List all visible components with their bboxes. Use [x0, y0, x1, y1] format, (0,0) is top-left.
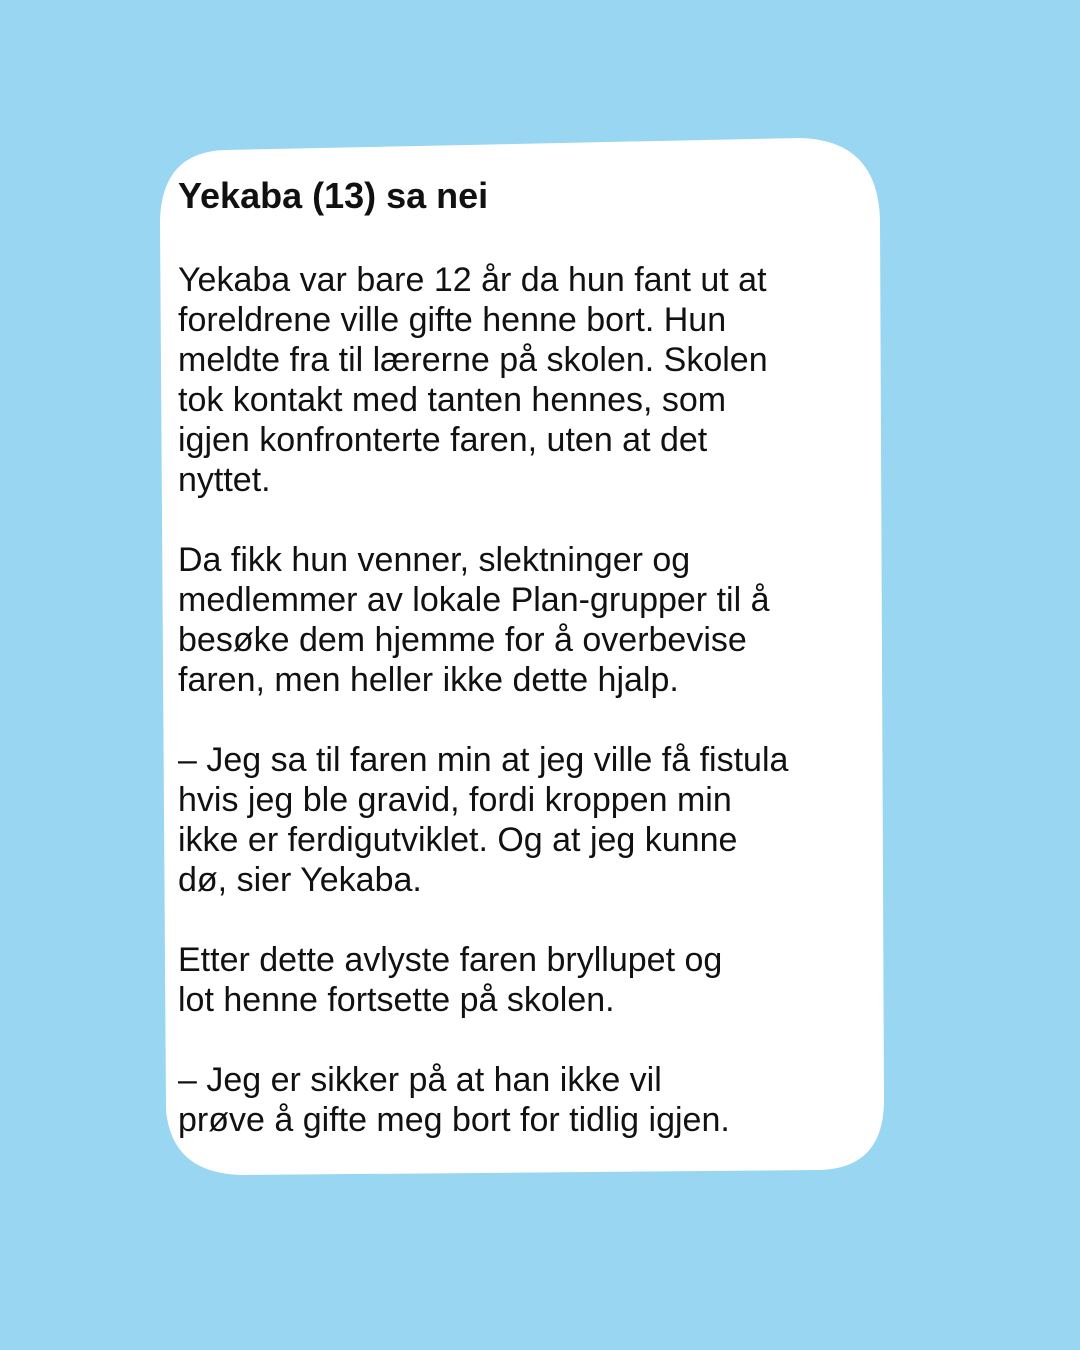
story-title: Yekaba (13) sa nei [178, 175, 489, 216]
story-paragraph-1: Yekaba var bare 12 år da hun fant ut at foreldrene ville gifte henne bort. Hun meldte fra til lærerne på skolen. Skolen tok kontakt med tanten hennes, som igjen konfronterte faren, uten at det nyttet. [178, 261, 768, 499]
story-card [178, 172, 898, 1140]
story-paragraph-5: – Jeg er sikker på at han ikke vil prøve å gifte meg bort for tidlig igjen. [178, 1061, 730, 1139]
story-paragraph-4: Etter dette avlyste faren bryllupet og lot henne fortsette på skolen. [178, 941, 723, 1019]
story-paragraph-3: – Jeg sa til faren min at jeg ville få fistula hvis jeg ble gravid, fordi kroppen min ikke er ferdigutviklet. Og at jeg kunne dø, sier Yekaba. [178, 741, 789, 899]
story-paragraph-2: Da fikk hun venner, slektninger og medlemmer av lokale Plan-grupper til å besøke dem hjemme for å overbevise faren, men heller ikke dette hjalp. [178, 541, 770, 699]
